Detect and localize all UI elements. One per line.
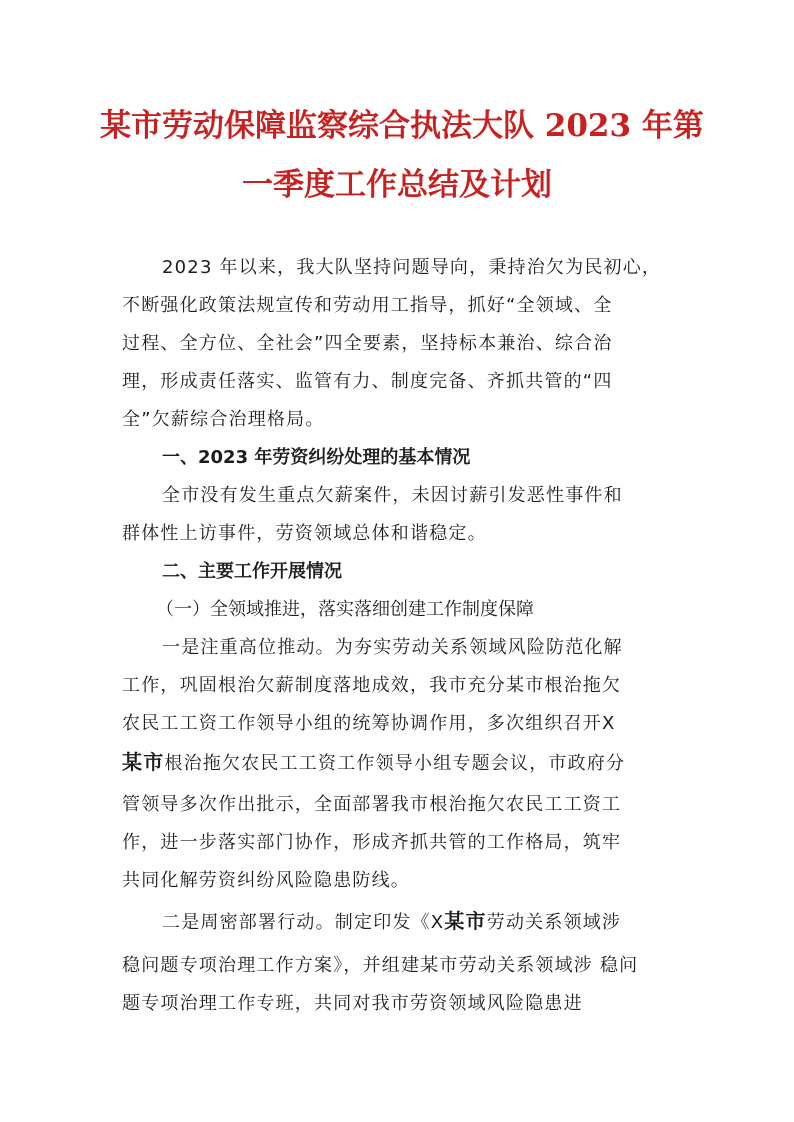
- intro-line-5: 全”欠薪综合治理格局。: [122, 409, 325, 430]
- section-2-heading: 二、主要工作开展情况: [162, 561, 342, 582]
- subsection-1-heading: （一）全领域推进，落实落细创建工作制度保障: [156, 599, 534, 620]
- para-2-line-1: [162, 909, 722, 935]
- intro-line-1: 2023 年以来，我大队坚持问题导向，秉持治欠为民初心，: [162, 257, 662, 278]
- para-2-line-1-bold: 某市: [444, 909, 487, 933]
- para-1-line-4-bold: 某市: [122, 750, 165, 774]
- para-1-line-6: 作，进一步落实部门协作，形成齐抓共管的工作格局，筑牢: [122, 832, 622, 853]
- section-1-line-1: 全市没有发生重点欠薪案件，未因讨薪引发恶性事件和: [162, 485, 623, 506]
- para-1-line-5: 管领导多次作出批示，全面部署我市根治拖欠农民工工资工: [122, 794, 622, 815]
- section-1-line-2: 群体性上访事件，劳资领域总体和谐稳定。: [122, 523, 487, 544]
- intro-line-3: 过程、全方位、全社会”四全要素，坚持标本兼治、综合治: [122, 333, 613, 354]
- para-1-line-4: [122, 750, 682, 776]
- para-2-line-1-pre: 二是周密部署行动。制定印发《X: [162, 912, 445, 933]
- document-title-line-1: 某市劳动保障监察综合执法大队 2023 年第: [100, 108, 704, 144]
- para-2-line-1-post: 劳动关系领域涉: [486, 912, 622, 933]
- para-2-line-2: 稳问题专项治理工作方案》，并组建某市劳动关系领域涉 稳问: [122, 955, 639, 976]
- para-1-line-1: 一是注重高位推动。为夯实劳动关系领域风险防范化解: [162, 637, 623, 658]
- intro-line-4: 理，形成责任落实、监管有力、制度完备、齐抓共管的“四: [122, 371, 613, 392]
- para-1-line-4-rest: 根治拖欠农民工工资工作领导小组专题会议，市政府分: [164, 753, 626, 774]
- para-1-line-2: 工作，巩固根治欠薪制度落地成效，我市充分某市根治拖欠: [122, 675, 622, 696]
- para-1-line-7: 共同化解劳资纠纷风险隐患防线。: [122, 870, 410, 891]
- para-1-line-3: 农民工工资工作领导小组的统筹协调作用，多次组织召开X: [122, 713, 616, 734]
- intro-line-2: 不断强化政策法规宣传和劳动用工指导，抓好“全领域、全: [122, 295, 613, 316]
- para-2-line-3: 题专项治理工作专班，共同对我市劳资领域风险隐患进: [122, 993, 583, 1014]
- document-title-line-2: 一季度工作总结及计划: [242, 167, 552, 203]
- section-1-heading: 一、2023 年劳资纠纷处理的基本情况: [162, 447, 471, 468]
